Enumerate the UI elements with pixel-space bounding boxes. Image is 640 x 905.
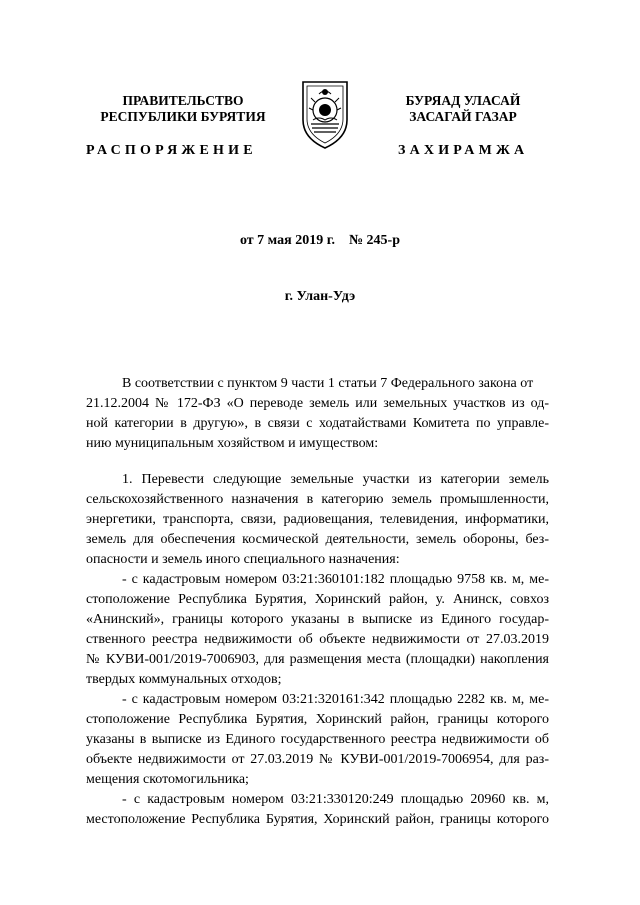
body-line: № КУВИ-001/2019-7006903, для размещения места (площадки) накопления [86,652,549,667]
document-city: г. Улан-Удэ [284,289,356,304]
body-line: объекте недвижимости от 27.03.2019 № КУВИ-001/2019-7006954, для раз- [86,752,549,767]
header-right-line: БУРЯАД УЛАСАЙ [405,93,521,108]
body-line: опасности и земель иного специального назначения: [86,552,400,567]
header-left-line: ПРАВИТЕЛЬСТВО [122,93,244,108]
body-line: стоположение Республика Бурятия, Хоринский район, границы которого [86,712,549,727]
body-line: земель для обеспечения космической деятельности, земель обороны, без- [86,532,549,547]
body-line: ственного реестра недвижимости об объекте недвижимости от 27.03.2019 [86,632,549,647]
government-name-bua [378,93,548,125]
body-line: - с кадастровым номером 03:21:330120:249 площадью 20960 кв. м, [122,792,549,807]
government-name-ru [88,93,278,125]
doc-type-bua: ЗАХИРАМЖА [398,143,529,158]
body-line: «Анинский», границы которого указаны в выписке из Единого государ- [86,612,549,627]
body-line: - с кадастровым номером 03:21:320161:342 площадью 2282 кв. м, ме- [122,692,549,707]
body-line: местоположение Республика Бурятия, Хоринский район, границы которого [86,812,549,827]
header-right-line: ЗАСАГАЙ ГАЗАР [409,109,517,124]
body-line: мещения скотомогильника; [86,772,249,787]
header-left-line: РЕСПУБЛИКИ БУРЯТИЯ [100,109,266,124]
coat-of-arms-icon [297,78,353,150]
body-line: твердых коммунальных отходов; [86,672,282,687]
doc-type-ru: РАСПОРЯЖЕНИЕ [86,143,257,158]
body-line: нию муниципальным хозяйством и имуществом: [86,436,379,451]
body-line: энергетики, транспорта, связи, радиовещания, телевидения, информатики, [86,512,549,527]
body-line: - с кадастровым номером 03:21:360101:182 площадью 9758 кв. м, ме- [122,572,549,587]
body-line: 21.12.2004 № 172-ФЗ «О переводе земель или земельных участков из од- [86,396,549,411]
document-date-number: от 7 мая 2019 г. № 245-р [239,233,400,248]
body-line: стоположение Республика Бурятия, Хоринский район, у. Анинск, совхоз [86,592,549,607]
body-line: ной категории в другую», в связи с ходатайствами Комитета по управле- [86,416,549,431]
body-line: 1. Перевести следующие земельные участки из категории земель [122,472,549,487]
body-line: В соответствии с пунктом 9 части 1 статьи 7 Федерального закона от [122,376,534,391]
body-line: сельскохозяйственного назначения в категорию земель промышленности, [86,492,549,507]
body-line: указаны в выписке из Единого государственного реестра недвижимости об [86,732,549,747]
